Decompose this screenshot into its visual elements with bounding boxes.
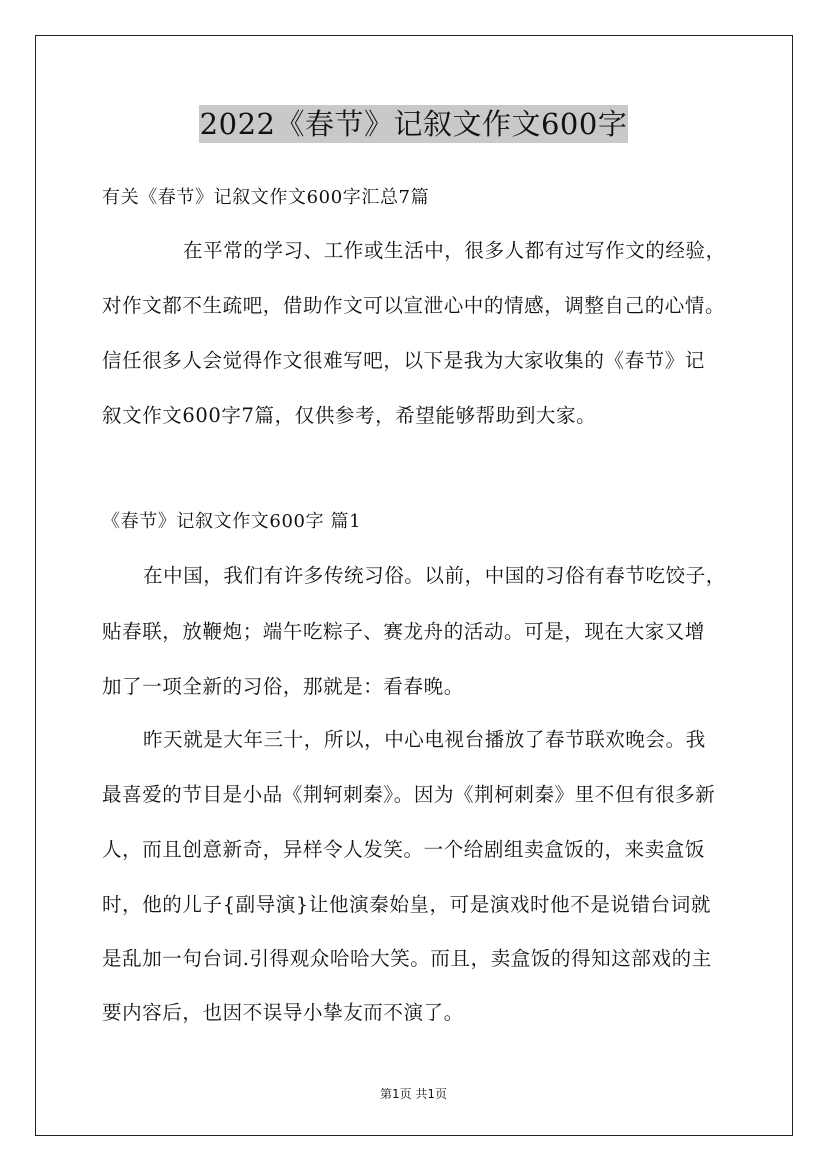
page-number-footer: 第1页 共1页 — [379, 1087, 448, 1101]
intro-line-4: 叙文作文600字7篇，仅供参考，希望能够帮助到大家。 — [102, 404, 597, 427]
para2-line-5: 是乱加一句台词.引得观众哈哈大笑。而且，卖盒饭的得知这部戏的主 — [102, 947, 712, 970]
para1-line-2: 贴春联，放鞭炮；端午吃粽子、赛龙舟的活动。可是，现在大家又增 — [102, 620, 706, 643]
subtitle: 有关《春节》记叙文作文600字汇总7篇 — [102, 187, 430, 208]
para2-line-6: 要内容后，也因不误导小挚友而不演了。 — [102, 1001, 464, 1024]
para2-line-2: 最喜爱的节目是小品《荆轲刺秦》。因为《荆柯刺秦》里不但有很多新 — [102, 783, 716, 806]
section-heading: 《春节》记叙文作文600字 篇1 — [102, 511, 362, 532]
para2-line-4: 时，他的儿子{副导演}让他演秦始皇，可是演戏时他不是说错台词就 — [102, 893, 711, 916]
para2-line-1: 昨天就是大年三十，所以，中心电视台播放了春节联欢晚会。我 — [143, 728, 706, 751]
intro-line-3: 信任很多人会觉得作文很难写吧，以下是我为大家收集的《春节》记 — [102, 349, 706, 372]
document-title-text: 2022《春节》记叙文作文600字 — [199, 107, 628, 141]
para2-line-3: 人，而且创意新奇，异样令人发笑。一个给剧组卖盒饭的，来卖盒饭 — [102, 838, 706, 861]
para1-line-3: 加了一项全新的习俗，那就是：看春晚。 — [102, 675, 464, 698]
document-title — [0, 102, 827, 143]
intro-line-2: 对作文都不生疏吧，借助作文可以宣泄心中的情感，调整自己的心情。 — [102, 294, 726, 317]
intro-line-1: 在平常的学习、工作或生活中，很多人都有过写作文的经验， — [183, 239, 726, 262]
para1-line-1: 在中国，我们有许多传统习俗。以前，中国的习俗有春节吃饺子， — [143, 564, 726, 587]
